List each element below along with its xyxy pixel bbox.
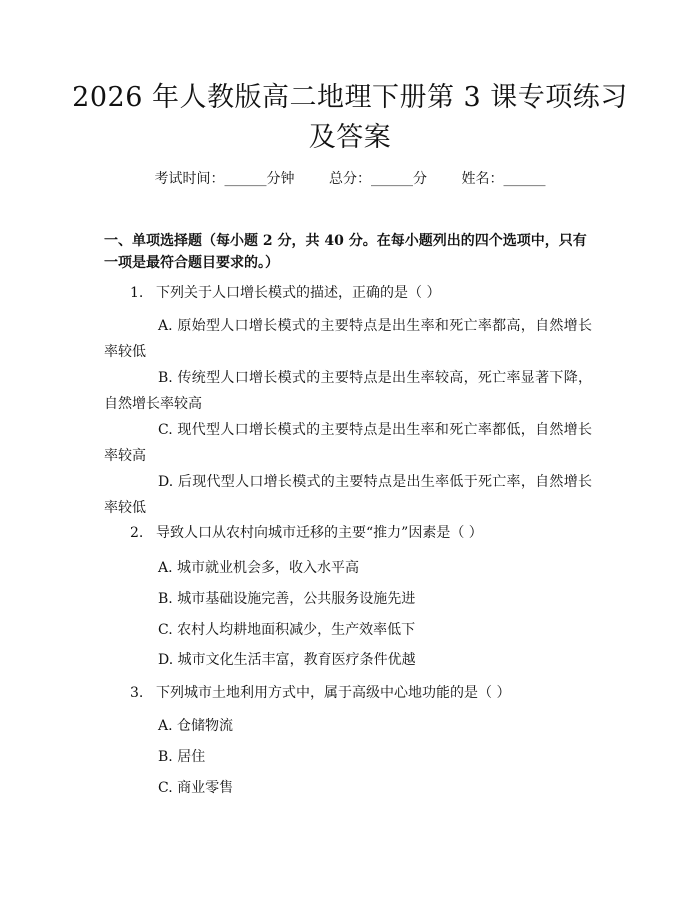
question-2-option-a: A. 城市就业机会多，收入水平高 <box>158 560 360 576</box>
question-2-option-b: B. 城市基础设施完善，公共服务设施先进 <box>158 591 416 607</box>
question-3-option-a: A. 仓储物流 <box>158 718 234 734</box>
total-score-field: 总分：______分 <box>329 171 427 187</box>
page-title <box>60 78 640 158</box>
question-number: 2. <box>130 525 144 541</box>
question-3-option-c: C. 商业零售 <box>158 780 234 796</box>
exam-time-field: 考试时间：______分钟 <box>154 171 295 187</box>
title-line-1: 2026 年人教版高二地理下册第 3 课专项练习 <box>72 82 628 113</box>
question-2-option-d: D. 城市文化生活丰富，教育医疗条件优越 <box>158 652 416 668</box>
question-1-option-b: B. 传统型人口增长模式的主要特点是出生率较高，死亡率显著下降，自然增长率较高 <box>104 370 592 412</box>
question-text: 下列城市土地利用方式中，属于高级中心地功能的是（ ） <box>156 685 511 701</box>
question-number: 1. <box>130 285 144 301</box>
question-1-option-c: C. 现代型人口增长模式的主要特点是出生率和死亡率都低，自然增长率较高 <box>104 422 592 464</box>
question-3 <box>104 682 596 704</box>
question-text: 下列关于人口增长模式的描述，正确的是（ ） <box>156 285 441 301</box>
question-1-option-a: A. 原始型人口增长模式的主要特点是出生率和死亡率都高，自然增长率较低 <box>104 318 592 360</box>
question-number: 3. <box>130 685 144 701</box>
question-2 <box>104 522 596 544</box>
question-1-option-d: D. 后现代型人口增长模式的主要特点是出生率低于死亡率，自然增长率较低 <box>104 474 592 516</box>
question-1 <box>104 282 596 304</box>
question-text: 导致人口从农村向城市迁移的主要“推力”因素是（ ） <box>156 525 483 541</box>
title-line-2: 及答案 <box>308 122 392 153</box>
question-3-option-b: B. 居住 <box>158 749 206 765</box>
section-heading: 一、单项选择题（每小题 2 分，共 40 分。在每小题列出的四个选项中，只有一项是最符合题目要求的。） <box>104 233 587 271</box>
exam-meta <box>0 168 700 188</box>
student-name-field: 姓名：______ <box>461 171 546 187</box>
question-2-option-c: C. 农村人均耕地面积减少，生产效率低下 <box>158 622 416 638</box>
